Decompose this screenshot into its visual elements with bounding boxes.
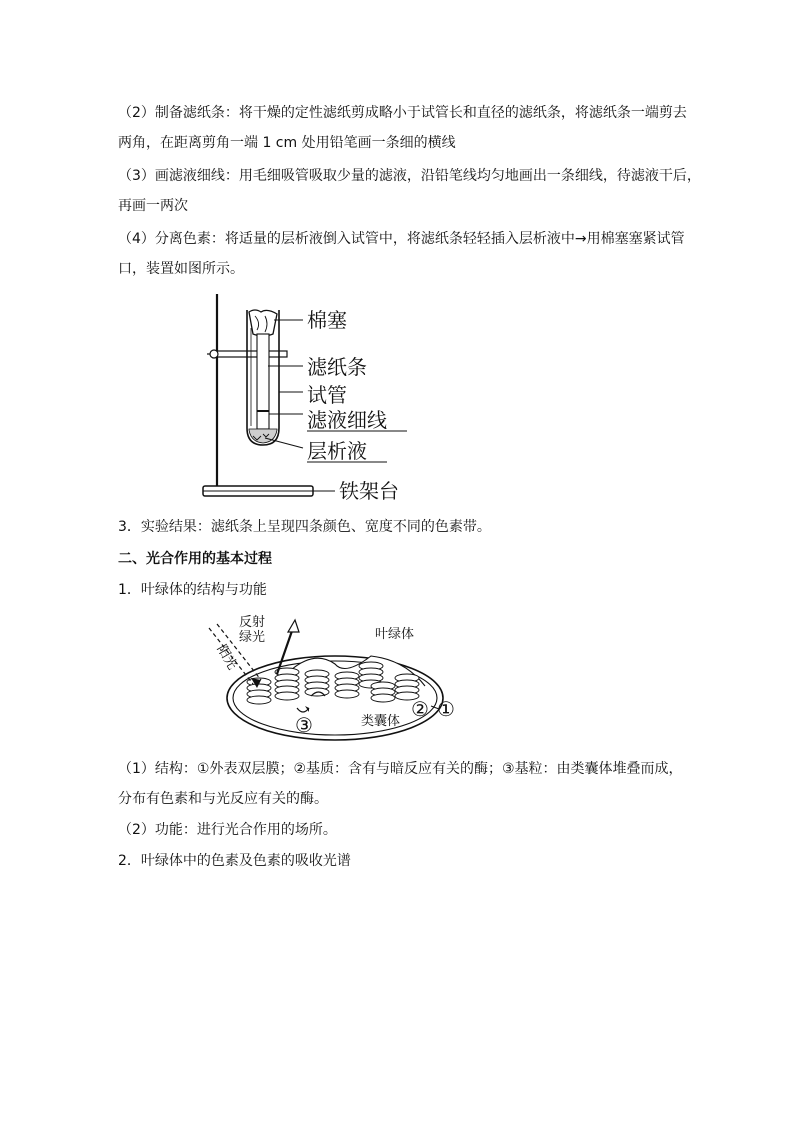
label-solvent: 层析液 [307,439,367,463]
label-filter-strip: 滤纸条 [307,355,367,379]
para-2-line-2: 两角，在距离剪角一端 1 cm 处用铅笔画一条细的横线 [118,135,456,151]
function-line: （2）功能：进行光合作用的场所。 [118,822,337,838]
para-2-line-1: （2）制备滤纸条：将干燥的定性滤纸剪成略小于试管长和直径的滤纸条，将滤纸条一端剪去 [118,105,687,121]
result-line: 3．实验结果：滤纸条上呈现四条颜色、宽度不同的色素带。 [118,519,491,535]
cotton-plug [249,310,277,336]
clamp-screw [210,350,218,358]
section-title: 二、光合作用的基本过程 [118,551,272,567]
para-4-line-2: 口，装置如图所示。 [118,261,244,277]
label-filter-line: 滤液细线 [307,408,387,432]
structure-line-2: 分布有色素和与光反应有关的酶。 [118,791,328,807]
chromatography-apparatus-figure [195,288,435,510]
label-thylakoid: 类囊体 [361,714,401,729]
chloroplast-figure [195,610,465,750]
label-cotton-plug: 棉塞 [307,308,347,332]
label-num-3: ③ [295,713,313,737]
structure-line-1: （1）结构：①外表双层膜；②基质：含有与暗反应有关的酶；③基粒：由类囊体堆叠而成， [118,761,683,777]
para-4-line-1: （4）分离色素：将适量的层析液倒入试管中，将滤纸条轻轻插入层析液中→用棉塞塞紧试管 [118,231,685,247]
subheading-chloroplast-structure: 1．叶绿体的结构与功能 [118,582,267,598]
subheading-pigments: 2．叶绿体中的色素及色素的吸收光谱 [118,853,351,869]
label-reflect: 反射 [239,615,266,630]
label-stand: 铁架台 [339,479,399,503]
label-test-tube: 试管 [307,383,347,407]
para-3-line-1: （3）画滤液细线：用毛细吸管吸取少量的滤液，沿铅笔线均匀地画出一条细线，待滤液干后， [118,168,701,184]
clamp [217,351,287,357]
para-3-line-2: 再画一两次 [118,198,188,214]
filter-paper-strip [257,334,269,429]
label-num-1: ① [437,697,455,721]
label-green-light: 绿光 [239,630,266,645]
label-sunlight: 阳光 [213,642,240,673]
label-chloroplast: 叶绿体 [375,627,415,642]
label-num-2: ② [411,697,429,721]
